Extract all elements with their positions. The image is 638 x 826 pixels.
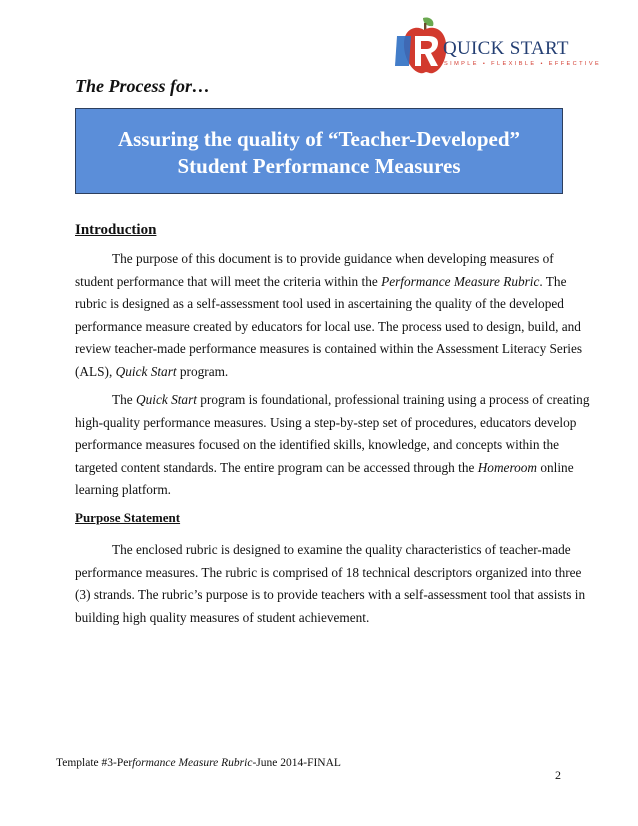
footer-italic: formance Measure Rubric: [132, 757, 253, 769]
text-line: learning platform.: [75, 482, 171, 498]
logo-tagline: SIMPLE • FLEXIBLE • EFFECTIVE: [444, 61, 602, 67]
text-line: targeted content standards. The entire program can be accessed through the Homeroom online: [75, 459, 574, 475]
banner-line-2: Student Performance Measures: [177, 154, 461, 178]
logo-wordmark: QUICK START: [443, 38, 569, 59]
introduction-paragraph-2: [75, 389, 590, 502]
text-line: student performance that will meet the criteria within the Performance Measure Rubric. The: [75, 273, 567, 289]
platform-name-italic: Homeroom: [477, 459, 538, 475]
text-line: (3) strands. The rubric’s purpose is to provide teachers with a self-assessment tool that assists in: [75, 587, 586, 603]
purpose-paragraph: [75, 539, 586, 629]
page-number: 2: [555, 768, 561, 782]
rubric-title-italic: Performance Measure Rubric: [381, 273, 540, 289]
title-banner: [75, 108, 563, 194]
text-line: performance measures. The rubric is comprised of 18 technical descriptors organized into three: [75, 564, 582, 580]
program-name-italic: Quick Start: [136, 392, 197, 407]
text-line: rubric is designed as a self-assessment tool used in ascertaining the quality of the developed: [75, 296, 564, 312]
text-line: The enclosed rubric is designed to examine the quality characteristics of teacher-made: [112, 542, 571, 557]
text-line: review teacher-made performance measures is contained within the Assessment Literacy Series: [75, 341, 583, 357]
purpose-statement-heading: Purpose Statement: [75, 510, 181, 525]
text-line: (ALS), Quick Start program.: [75, 363, 229, 379]
text-line: The Quick Start program is foundational, professional training using a process of creating: [112, 392, 590, 407]
introduction-paragraph-1: [75, 248, 583, 384]
banner-line-1: Assuring the quality of “Teacher-Developed”: [117, 127, 521, 151]
process-title: The Process for…: [75, 76, 210, 96]
text-line: The purpose of this document is to provide guidance when developing measures of: [112, 251, 554, 266]
page-footer: Template #3-Performance Measure Rubric-June 2014-FINAL: [56, 757, 341, 769]
text-line: performance measures focused on the identified skills, knowledge, and concepts within the: [75, 437, 560, 453]
introduction-heading: Introduction: [75, 222, 157, 238]
text-line: high-quality performance measures. Using a step-by-step set of procedures, educators develop: [75, 414, 577, 430]
text-line: performance measure created by educators for local use. The process used to design, build, and: [75, 318, 581, 334]
program-name-italic: Quick Start: [115, 363, 177, 379]
text-line: building high quality measures of student achievement.: [75, 609, 370, 625]
